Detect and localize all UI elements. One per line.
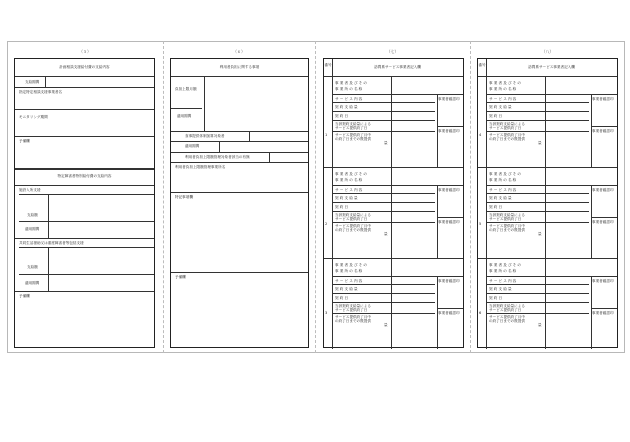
label-provided: サービス提供終了月中 xyxy=(489,224,525,228)
label-seal: 事業者確認印 xyxy=(592,311,614,315)
label-end-date: 当該契約支給量による xyxy=(335,122,371,126)
label-provided: 量 xyxy=(384,232,388,236)
label-provided: サービス提供終了月中 xyxy=(489,133,525,137)
page-number: （５） xyxy=(79,49,91,54)
panel-6 xyxy=(163,41,315,353)
label-contract: 契 約 支 給 量 xyxy=(335,105,358,109)
label-seal: 事業者確認印 xyxy=(592,97,614,101)
label-end-date: サービス提供終了日 xyxy=(335,308,368,312)
label-provider-name: 事 業 所 の 名 称 xyxy=(335,87,363,91)
label-provider-name: 事 業 者 及 び そ の xyxy=(489,172,522,176)
label-provider-name: 事 業 者 及 び そ の xyxy=(489,263,522,267)
label-provider-name: 事 業 者 及 び そ の xyxy=(489,81,522,85)
label-provider-name: 事 業 所 の 名 称 xyxy=(335,178,363,182)
panel-8 xyxy=(470,41,625,353)
label-contract: 契 約 支 給 量 xyxy=(335,287,358,291)
label-seal: 事業者確認印 xyxy=(438,97,460,101)
label-provider-name: 事 業 者 及 び そ の xyxy=(335,263,368,267)
label-notes: 予備欄 xyxy=(175,275,186,279)
label-provided: の終了日までの既提供 xyxy=(489,319,525,323)
burden-table xyxy=(170,58,309,348)
label-service: サ ー ビ ス 内 容 xyxy=(335,97,363,101)
label-special: 特記事項欄 xyxy=(175,195,193,199)
label-provided: の終了日までの既提供 xyxy=(489,137,525,141)
label-seal: 事業者確認印 xyxy=(592,279,614,283)
label-contract: 契 約 支 給 量 xyxy=(489,105,512,109)
label-provided: 量 xyxy=(538,141,542,145)
label-end-date: サービス提供終了日 xyxy=(335,217,368,221)
label-notes: 予備欄 xyxy=(19,139,30,143)
page-number: （七） xyxy=(386,49,399,54)
label-apply: 適用期間 xyxy=(185,144,200,148)
col-number: 番号 xyxy=(478,63,486,67)
table-title: 訪問系サービス事業者記入欄 xyxy=(528,65,575,69)
label-seal: 事業者確認印 xyxy=(438,188,460,192)
label-seal: 事業者確認印 xyxy=(592,188,614,192)
row-number: 1 xyxy=(325,133,328,137)
row-number: 2 xyxy=(325,222,328,226)
label-community: 共同生活援助又は重度障害者等包括支援 xyxy=(19,241,84,245)
label-end-date: サービス提供終了日 xyxy=(335,126,368,130)
label-provider-name: 事 業 者 及 び そ の xyxy=(335,81,368,85)
label-service: サ ー ビ ス 内 容 xyxy=(335,188,363,192)
label-provided: 量 xyxy=(538,323,542,327)
visit-service-table xyxy=(477,58,618,348)
label-provider-name: 事 業 所 の 名 称 xyxy=(489,87,517,91)
label-facility: 施設入所支援 xyxy=(19,188,41,192)
row-number: 5 xyxy=(479,222,482,226)
label-end-date: 当該契約支給量による xyxy=(489,213,525,217)
label-provided: の終了日までの既提供 xyxy=(335,228,371,232)
label-contract: 契 約 支 給 量 xyxy=(489,287,512,291)
label-office: 利用者負担上限額管理事業所名 xyxy=(175,165,226,169)
label-provided: サービス提供終了月中 xyxy=(335,315,371,319)
page-number: （八） xyxy=(541,49,554,54)
visit-service-table xyxy=(323,58,464,348)
label-service: サ ー ビ ス 内 容 xyxy=(489,188,517,192)
label-period: 支給期間 xyxy=(25,80,40,84)
label-end-date: 当該契約支給量による xyxy=(335,304,371,308)
label-monitoring: モニタリング期間 xyxy=(19,115,48,119)
page-number: （６） xyxy=(233,49,245,54)
table-title: 計画相談支援給付費の支給内容 xyxy=(59,65,110,69)
label-contract: 契 約 支 給 量 xyxy=(335,196,358,200)
label-seal: 事業者確認印 xyxy=(592,129,614,133)
table-title: 訪問系サービス事業者記入欄 xyxy=(374,65,421,69)
label-provider-name: 事 業 所 の 名 称 xyxy=(489,178,517,182)
label-apply: 適用期間 xyxy=(25,227,40,231)
label-end-date: サービス提供終了日 xyxy=(489,126,522,130)
label-amount: 支給額 xyxy=(27,213,38,217)
section-title: 特定障害者特別給付費の支給内容 xyxy=(57,174,112,178)
label-contract-date: 契 約 日 xyxy=(335,296,349,300)
label-mgmt: 利用者負担上限額管理対象者該当の有無 xyxy=(185,155,250,159)
label-provider-name: 事 業 所 の 名 称 xyxy=(335,269,363,273)
label-limit: 負担上限月額 xyxy=(175,87,197,91)
label-service: サ ー ビ ス 内 容 xyxy=(335,279,363,283)
label-contract: 契 約 支 給 量 xyxy=(489,196,512,200)
label-seal: 事業者確認印 xyxy=(438,129,460,133)
label-seal: 事業者確認印 xyxy=(438,311,460,315)
label-provided: の終了日までの既提供 xyxy=(489,228,525,232)
label-end-date: 当該契約支給量による xyxy=(489,122,525,126)
table-title: 利用者負担に関する事項 xyxy=(219,65,260,69)
label-apply: 適用期間 xyxy=(177,114,192,118)
col-number: 番号 xyxy=(324,63,332,67)
label-contract-date: 契 約 日 xyxy=(335,114,349,118)
label-provided: 量 xyxy=(384,323,388,327)
label-seal: 事業者確認印 xyxy=(592,220,614,224)
panel-7 xyxy=(315,41,470,353)
label-provided: サービス提供終了月中 xyxy=(489,315,525,319)
row-number: 3 xyxy=(325,311,328,315)
row-number: 4 xyxy=(479,133,482,137)
label-end-date: サービス提供終了日 xyxy=(489,308,522,312)
label-provider-name: 事 業 所 の 名 称 xyxy=(489,269,517,273)
label-contract-date: 契 約 日 xyxy=(489,296,503,300)
label-provided: 量 xyxy=(384,141,388,145)
label-end-date: サービス提供終了日 xyxy=(489,217,522,221)
label-end-date: 当該契約支給量による xyxy=(489,304,525,308)
label-food: 食事提供体制加算対象者 xyxy=(185,134,225,138)
label-provided: 量 xyxy=(538,232,542,236)
label-provider-name: 事 業 者 及 び そ の xyxy=(335,172,368,176)
label-seal: 事業者確認印 xyxy=(438,279,460,283)
label-provided: の終了日までの既提供 xyxy=(335,319,371,323)
panel-5 xyxy=(7,41,163,353)
label-end-date: 当該契約支給量による xyxy=(335,213,371,217)
label-contract-date: 契 約 日 xyxy=(489,114,503,118)
label-contract-date: 契 約 日 xyxy=(489,205,503,209)
label-notes: 予備欄 xyxy=(19,294,30,298)
label-service: サ ー ビ ス 内 容 xyxy=(489,279,517,283)
label-provided: サービス提供終了月中 xyxy=(335,224,371,228)
label-provided: の終了日までの既提供 xyxy=(335,137,371,141)
label-contract-date: 契 約 日 xyxy=(335,205,349,209)
label-service: サ ー ビ ス 内 容 xyxy=(489,97,517,101)
label-amount: 支給額 xyxy=(27,265,38,269)
label-apply: 適用期間 xyxy=(25,281,40,285)
benefit-table xyxy=(14,58,155,348)
label-provided: サービス提供終了月中 xyxy=(335,133,371,137)
label-office: 指定特定相談支援事業者名 xyxy=(19,90,63,94)
row-number: 6 xyxy=(479,311,482,315)
label-seal: 事業者確認印 xyxy=(438,220,460,224)
